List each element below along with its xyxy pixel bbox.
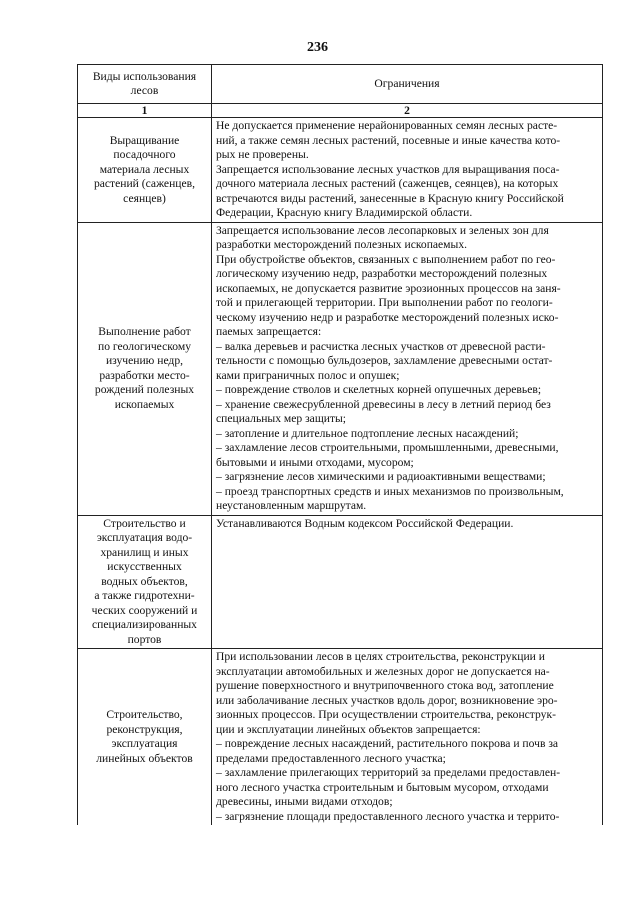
restriction-cell	[212, 515, 603, 649]
restriction-line: При использовании лесов в целях строительства, реконструкции и	[216, 650, 545, 663]
table-row	[78, 222, 603, 515]
usage-type-line: реконструкция,	[106, 722, 183, 736]
restriction-line: бытовыми и иными отходами, мусором;	[216, 455, 414, 469]
restriction-cell	[212, 649, 603, 826]
usage-type-line: Строительство,	[106, 708, 183, 721]
usage-type-line: по геологическому	[98, 339, 191, 353]
usage-type-line: хранилищ и иных	[100, 545, 189, 559]
usage-type-line: разработки место-	[99, 368, 190, 382]
usage-type-line: искусственных	[107, 560, 182, 573]
restriction-line: рушение поверхностного и внутрипочвенного стока вод, затопление	[216, 679, 554, 692]
restriction-line: ции и эксплуатации линейных объектов запрещается:	[216, 722, 481, 736]
restriction-line: Запрещается использование лесных участков для выращивания поса-	[216, 162, 560, 176]
restriction-line: той и прилегающей территории. При выполнении работ по геологи-	[216, 296, 553, 309]
page-number: 236	[307, 40, 328, 55]
restriction-line: паемых запрещается:	[216, 325, 322, 338]
restriction-line: эксплуатации автомобильных и железных дорог не допускается на-	[216, 664, 550, 678]
restriction-line: разработки месторождений полезных ископаемых.	[216, 238, 468, 251]
usage-type-line: материала лесных	[99, 162, 190, 176]
restriction-line: тельности с помощью бульдозеров, захламление древесными остат-	[216, 354, 553, 367]
restrictions-table	[77, 64, 603, 825]
usage-type-line: растений (саженцев,	[93, 177, 196, 190]
usage-type-line: ископаемых	[114, 397, 175, 411]
restriction-line: – проезд транспортных средств и иных механизмов по произвольным,	[216, 484, 564, 498]
usage-type-line: Выполнение работ	[98, 325, 191, 338]
restriction-line: или заболачивание лесных участков вдоль дорог, возникновение эро-	[216, 693, 558, 707]
restriction-line: специальных мер защиты;	[216, 412, 347, 425]
usage-type-cell	[78, 222, 212, 515]
header-col1	[78, 65, 212, 104]
usage-type-line: Выращивание	[109, 133, 180, 147]
restriction-line: – хранение свежесрубленной древесины в лесу в летний период без	[216, 397, 551, 411]
usage-type-line: портов	[127, 632, 162, 646]
table-row	[78, 649, 603, 826]
usage-type-line: линейных объектов	[96, 751, 193, 765]
restriction-line: рых не проверены.	[216, 148, 309, 161]
restriction-line: дочного материала лесных растений (саженцев, сеянцев), на которых	[216, 177, 559, 190]
header-col1-line: лесов	[130, 84, 159, 97]
restriction-line: – повреждение лесных насаждений, растительного покрова и почв за	[216, 737, 559, 750]
restriction-cell	[212, 222, 603, 515]
restriction-line: – валка деревьев и расчистка лесных участков от древесной расти-	[216, 339, 546, 353]
usage-type-line: ческих сооружений и	[91, 603, 198, 617]
usage-type-line: посадочного	[113, 148, 176, 161]
restriction-line: встречаются виды растений, занесенные в Красную книгу Российской	[216, 191, 564, 205]
restriction-line: ископаемых, не допускается развитие эрозионных процессов на заня-	[216, 281, 561, 295]
restriction-line: – затопление и длительное подтопление лесных насаждений;	[216, 426, 519, 440]
restriction-line: зионных процессов. При осуществлении строительства, реконструк-	[216, 708, 556, 721]
restriction-line: ками приграничных полос и опушек;	[216, 368, 400, 382]
usage-type-line: специализированных	[92, 618, 197, 631]
usage-type-line: а также гидротехни-	[94, 589, 195, 602]
restriction-line: ного лесного участка строительным и бытовым мусором, отходами	[216, 780, 549, 794]
usage-type-line: эксплуатация водо-	[96, 531, 193, 544]
restriction-line: пределами предоставленного лесного участка;	[216, 751, 446, 765]
restriction-line: При обустройстве объектов, связанных с выполнением работ по гео-	[216, 252, 556, 266]
column-number-1: 1	[78, 104, 212, 118]
usage-type-cell	[78, 649, 212, 826]
restriction-line: Не допускается применение нерайонированных семян лесных расте-	[216, 119, 558, 132]
column-number-row	[78, 104, 603, 118]
usage-type-line: Строительство и	[103, 516, 186, 530]
usage-type-line: водных объектов,	[101, 574, 188, 588]
restriction-line: – захламление лесов строительными, промышленными, древесными,	[216, 441, 559, 454]
restriction-line: логическому изучению недр, разработки месторождений полезных	[216, 267, 548, 280]
restriction-line: – загрязнение площади предоставленного лесного участка и террито-	[216, 809, 560, 823]
usage-type-line: эксплуатация	[111, 737, 178, 750]
restriction-line: ческому изучению недр и разработке месторождений полезных иско-	[216, 310, 559, 324]
column-number-2: 2	[212, 104, 603, 118]
table-row	[78, 118, 603, 223]
restriction-line: – загрязнение лесов химическими и радиоактивными веществами;	[216, 470, 546, 483]
header-col2: Ограничения	[212, 65, 603, 104]
restriction-line: Федерации, Красную книгу Владимирской области.	[216, 206, 473, 219]
restriction-line: Устанавливаются Водным кодексом Российской Федерации.	[216, 516, 514, 530]
usage-type-line: рождений полезных	[94, 383, 195, 396]
restriction-line: Запрещается использование лесов лесопарковых и зеленых зон для	[216, 223, 549, 237]
restriction-line: ний, а также семян лесных растений, посевные и иные качества кото-	[216, 133, 561, 147]
usage-type-cell	[78, 118, 212, 223]
restriction-line: – захламление прилегающих территорий за пределами предоставлен-	[216, 766, 561, 779]
restriction-line: – повреждение стволов и скелетных корней опушечных деревьев;	[216, 383, 542, 396]
header-col1-line: Виды использования	[92, 69, 197, 83]
restriction-line: древесины, иными видами отходов;	[216, 795, 393, 808]
usage-type-cell	[78, 515, 212, 649]
restriction-cell	[212, 118, 603, 223]
restriction-line: неустановленным маршрутам.	[216, 499, 367, 512]
usage-type-line: изучению недр,	[105, 354, 184, 367]
usage-type-line: сеянцев)	[123, 191, 166, 205]
table-row	[78, 515, 603, 649]
table-header-row	[78, 65, 603, 104]
